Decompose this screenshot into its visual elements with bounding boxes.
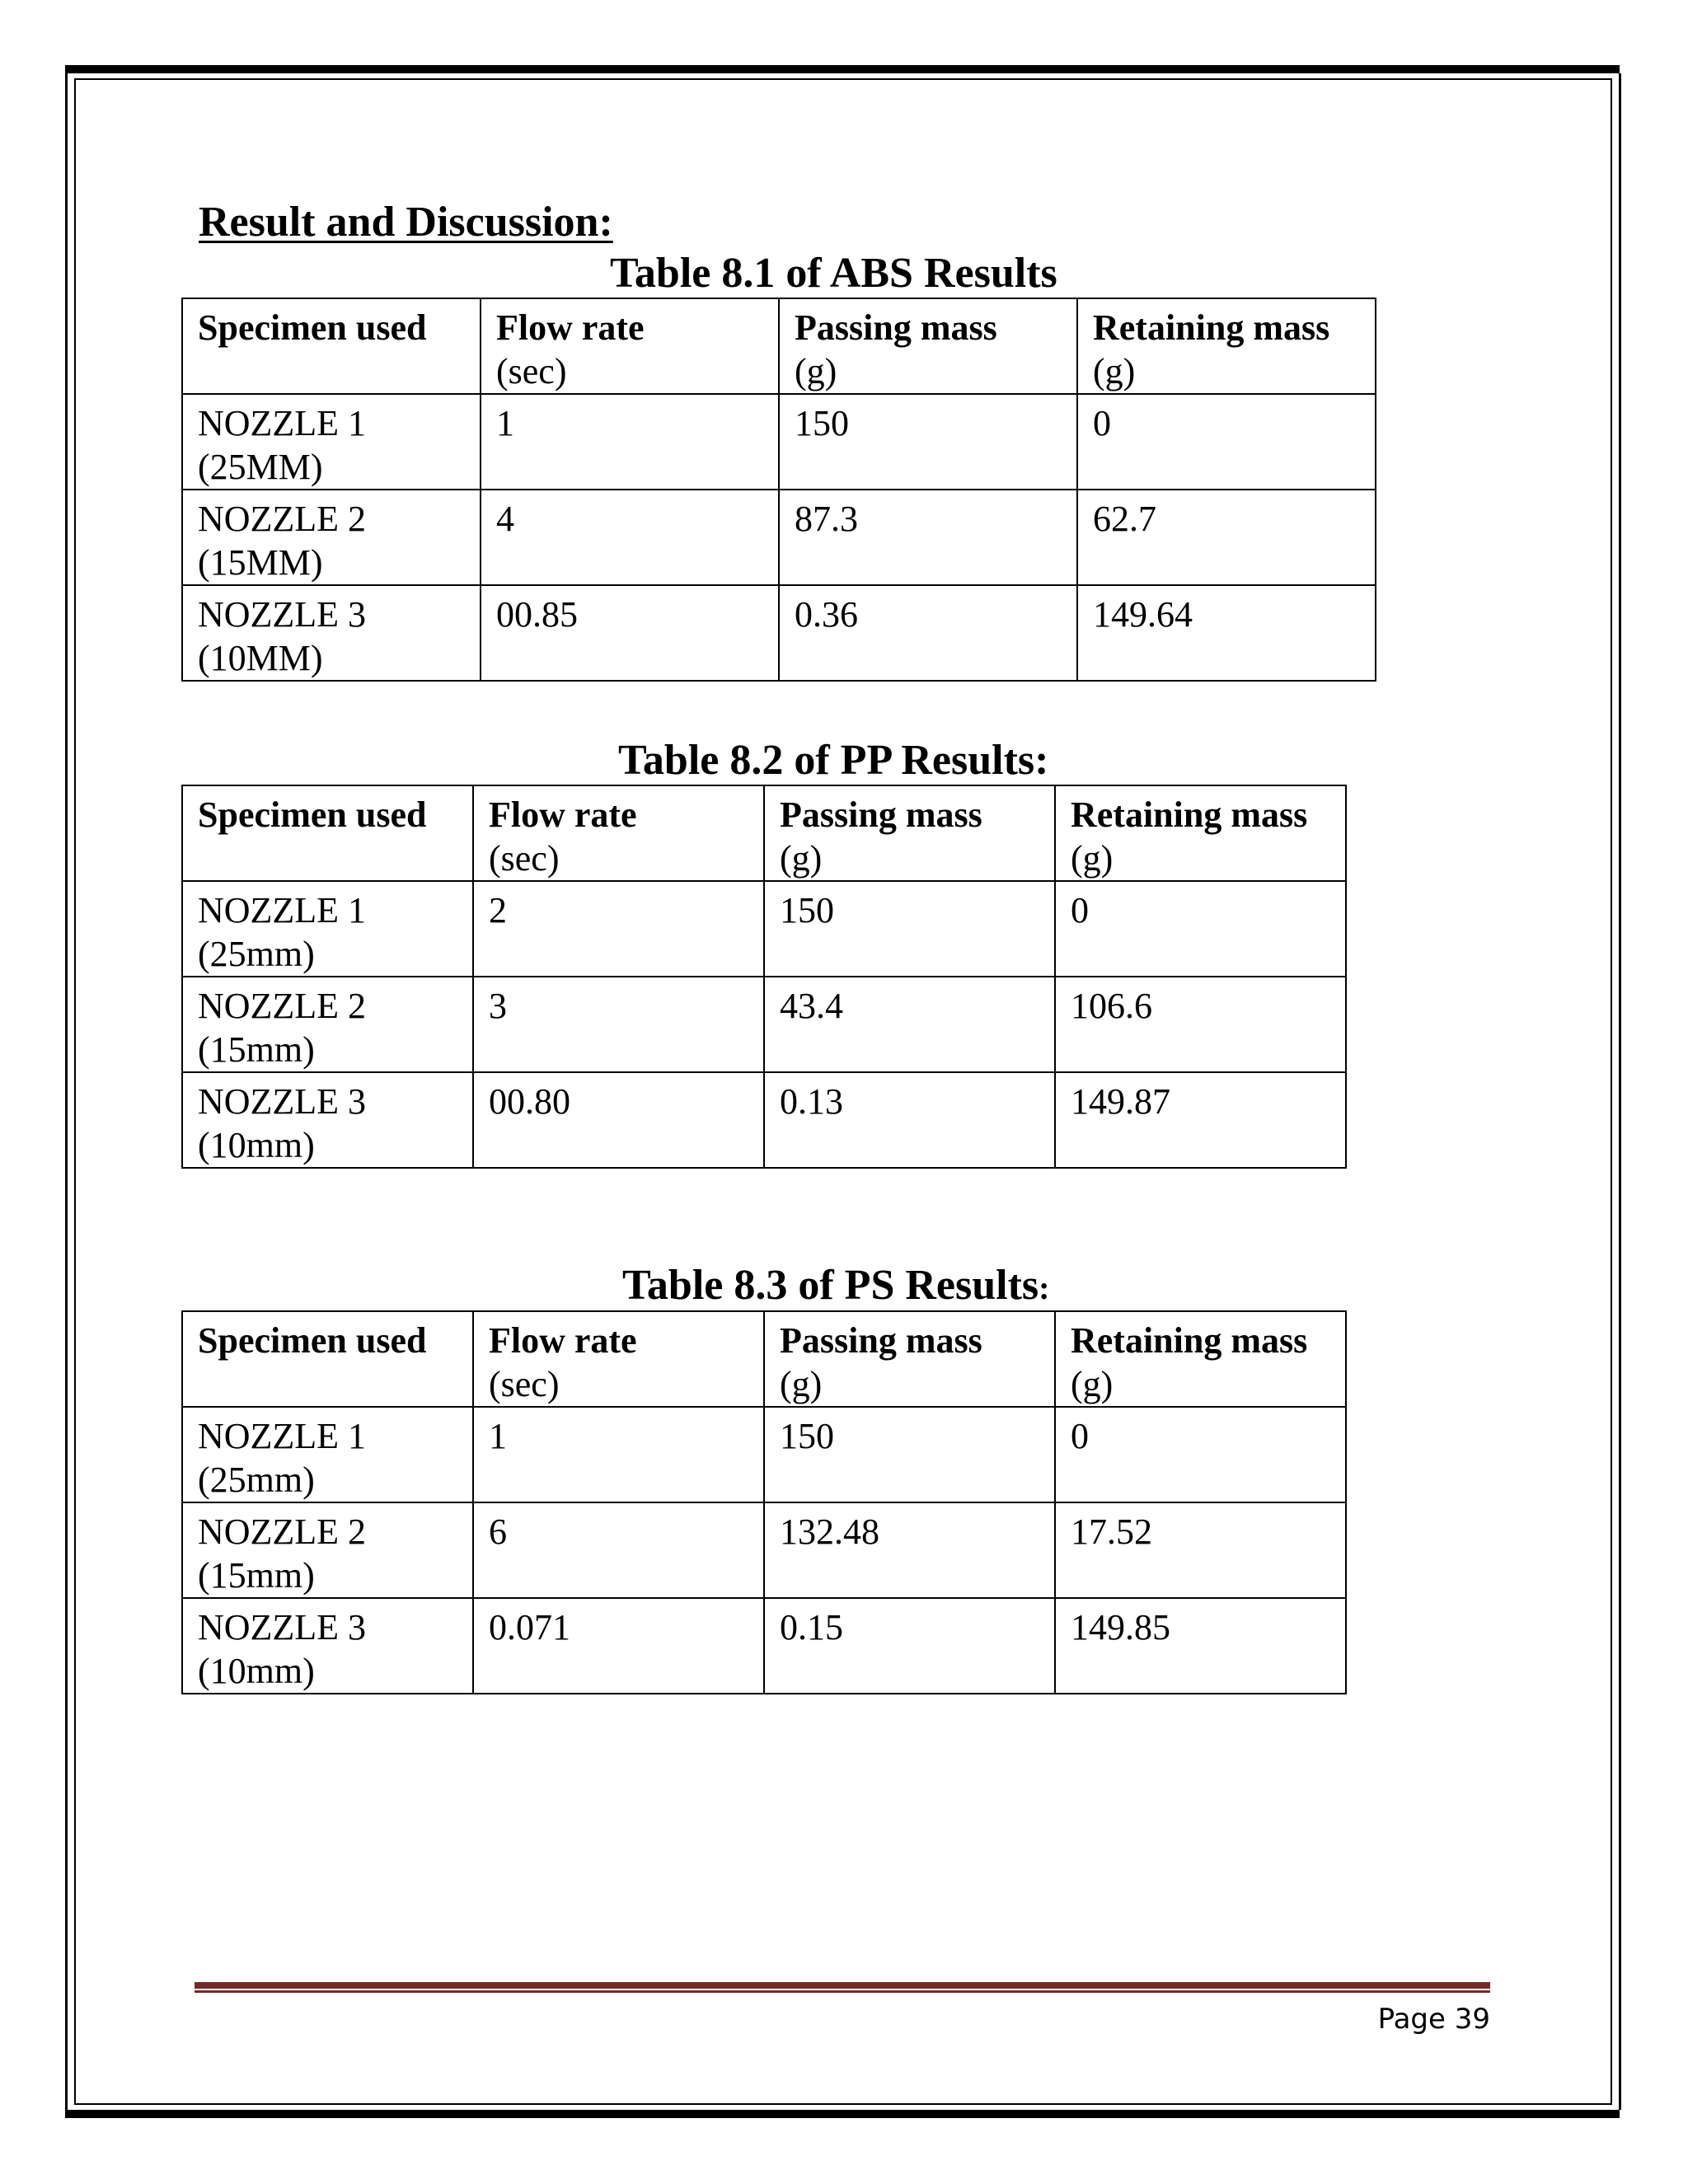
cell-retaining-mass: 106.6: [1055, 977, 1346, 1072]
cell-passing-mass: 132.48: [764, 1502, 1055, 1598]
caption-text: Table 8.2 of PP Results:: [618, 737, 1049, 784]
header-specimen: Specimen used: [182, 1311, 473, 1407]
cell-flow-rate: 1: [473, 1407, 764, 1502]
header-flow-rate: Flow rate (sec): [481, 298, 779, 394]
table-caption-pp: [618, 736, 1048, 785]
page-border-bottom: [65, 2110, 1620, 2118]
cell-flow-rate: 1: [481, 394, 779, 490]
table-row: [182, 394, 1376, 490]
cell-retaining-mass: 0: [1055, 881, 1346, 977]
cell-retaining-mass: 149.87: [1055, 1072, 1346, 1168]
table-caption-abs: [610, 249, 1057, 298]
header-retaining-mass: Retaining mass (g): [1055, 785, 1346, 881]
cell-passing-mass: 43.4: [764, 977, 1055, 1072]
cell-specimen: NOZZLE 3 (10mm): [182, 1598, 473, 1694]
abs-results-table: [181, 298, 1376, 682]
header-retaining-mass: Retaining mass (g): [1077, 298, 1376, 394]
cell-specimen: NOZZLE 1 (25mm): [182, 1407, 473, 1502]
header-passing-mass: Passing mass (g): [779, 298, 1077, 394]
page-number: Page 39: [1377, 2003, 1490, 2036]
cell-specimen: NOZZLE 3 (10mm): [182, 1072, 473, 1168]
ps-results-table: [181, 1310, 1347, 1694]
table-row: [182, 490, 1376, 585]
cell-retaining-mass: 0: [1077, 394, 1376, 490]
cell-retaining-mass: 62.7: [1077, 490, 1376, 585]
cell-retaining-mass: 149.64: [1077, 585, 1376, 681]
table-header-row: [182, 1311, 1346, 1407]
pp-results-table: [181, 785, 1347, 1169]
caption-suffix: :: [1039, 1269, 1050, 1306]
section-heading: Result and Discussion:: [199, 199, 613, 246]
footer-rule: [195, 1982, 1490, 1989]
table-header-row: [182, 785, 1346, 881]
cell-passing-mass: 150: [779, 394, 1077, 490]
table-row: [182, 881, 1346, 977]
table-row: [182, 1598, 1346, 1694]
cell-retaining-mass: 0: [1055, 1407, 1346, 1502]
header-passing-mass: Passing mass (g): [764, 1311, 1055, 1407]
caption-text: Table 8.3 of PS Results: [622, 1262, 1039, 1309]
page-border-top: [65, 65, 1620, 73]
cell-flow-rate: 3: [473, 977, 764, 1072]
table-row: [182, 585, 1376, 681]
cell-specimen: NOZZLE 2 (15mm): [182, 1502, 473, 1598]
cell-flow-rate: 0.071: [473, 1598, 764, 1694]
cell-passing-mass: 150: [764, 881, 1055, 977]
header-specimen: Specimen used: [182, 298, 481, 394]
table-row: [182, 1502, 1346, 1598]
table-caption-ps: [622, 1261, 1049, 1310]
header-passing-mass: Passing mass (g): [764, 785, 1055, 881]
cell-passing-mass: 0.13: [764, 1072, 1055, 1168]
cell-specimen: NOZZLE 1 (25MM): [182, 394, 481, 490]
header-specimen: Specimen used: [182, 785, 473, 881]
cell-passing-mass: 87.3: [779, 490, 1077, 585]
header-flow-rate: Flow rate (sec): [473, 785, 764, 881]
cell-flow-rate: 6: [473, 1502, 764, 1598]
cell-specimen: NOZZLE 2 (15mm): [182, 977, 473, 1072]
header-retaining-mass: Retaining mass (g): [1055, 1311, 1346, 1407]
caption-text: Table 8.1 of ABS Results: [610, 250, 1057, 297]
cell-passing-mass: 0.36: [779, 585, 1077, 681]
cell-flow-rate: 00.80: [473, 1072, 764, 1168]
cell-flow-rate: 4: [481, 490, 779, 585]
cell-passing-mass: 150: [764, 1407, 1055, 1502]
cell-retaining-mass: 149.85: [1055, 1598, 1346, 1694]
table-row: [182, 977, 1346, 1072]
table-header-row: [182, 298, 1376, 394]
header-flow-rate: Flow rate (sec): [473, 1311, 764, 1407]
table-row: [182, 1072, 1346, 1168]
cell-specimen: NOZZLE 2 (15MM): [182, 490, 481, 585]
cell-flow-rate: 00.85: [481, 585, 779, 681]
cell-retaining-mass: 17.52: [1055, 1502, 1346, 1598]
footer-rule-thin: [195, 1990, 1490, 1993]
cell-specimen: NOZZLE 1 (25mm): [182, 881, 473, 977]
cell-specimen: NOZZLE 3 (10MM): [182, 585, 481, 681]
cell-flow-rate: 2: [473, 881, 764, 977]
table-row: [182, 1407, 1346, 1502]
cell-passing-mass: 0.15: [764, 1598, 1055, 1694]
